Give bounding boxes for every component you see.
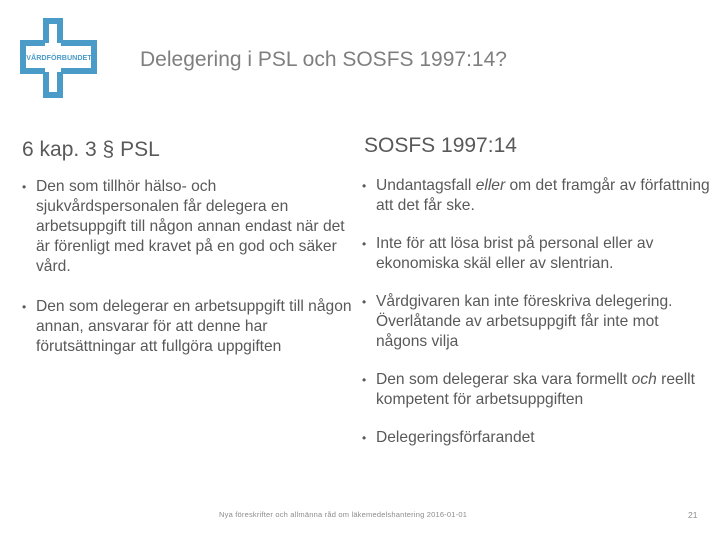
footer-text: Nya föreskrifter och allmänna råd om läkemedelshantering 2016-01-01 <box>219 510 468 519</box>
list-item: • Den som delegerar en arbetsuppgift till någon annan, ansvarar för att denne har förutsättningar att fullgöra uppgiften <box>22 297 357 357</box>
list-item: • Vårdgivaren kan inte föreskriva delegering. Överlåtande av arbetsuppgift får inte mot någons vilja <box>362 292 714 352</box>
list-item: • Inte för att lösa brist på personal eller av ekonomiska skäl eller av slentrian. <box>362 234 714 274</box>
logo-wordmark: VÅRDFÖRBUNDET <box>26 53 92 62</box>
right-bullet-list <box>362 176 714 448</box>
list-item: • Delegeringsförfarandet <box>362 428 714 448</box>
list-item: • Den som delegerar ska vara formellt och reellt kompetent för arbetsuppgiften <box>362 370 714 410</box>
right-column-heading: SOSFS 1997:14 <box>364 134 517 157</box>
slide-title: Delegering i PSL och SOSFS 1997:14? <box>140 48 507 71</box>
list-item: • Den som tillhör hälso- och sjukvårdspersonalen får delegera en arbetsuppgift till någon annan endast när det är förenligt med kravet på en god och säker vård. <box>22 177 357 277</box>
cross-logo-icon <box>20 18 98 98</box>
left-column-heading: 6 kap. 3 § PSL <box>22 138 160 161</box>
list-item: • Undantagsfall eller om det framgår av författning att det får ske. <box>362 176 714 216</box>
page-number: 21 <box>688 510 698 520</box>
left-bullet-list <box>22 177 357 357</box>
vardforbundet-logo <box>20 18 98 98</box>
